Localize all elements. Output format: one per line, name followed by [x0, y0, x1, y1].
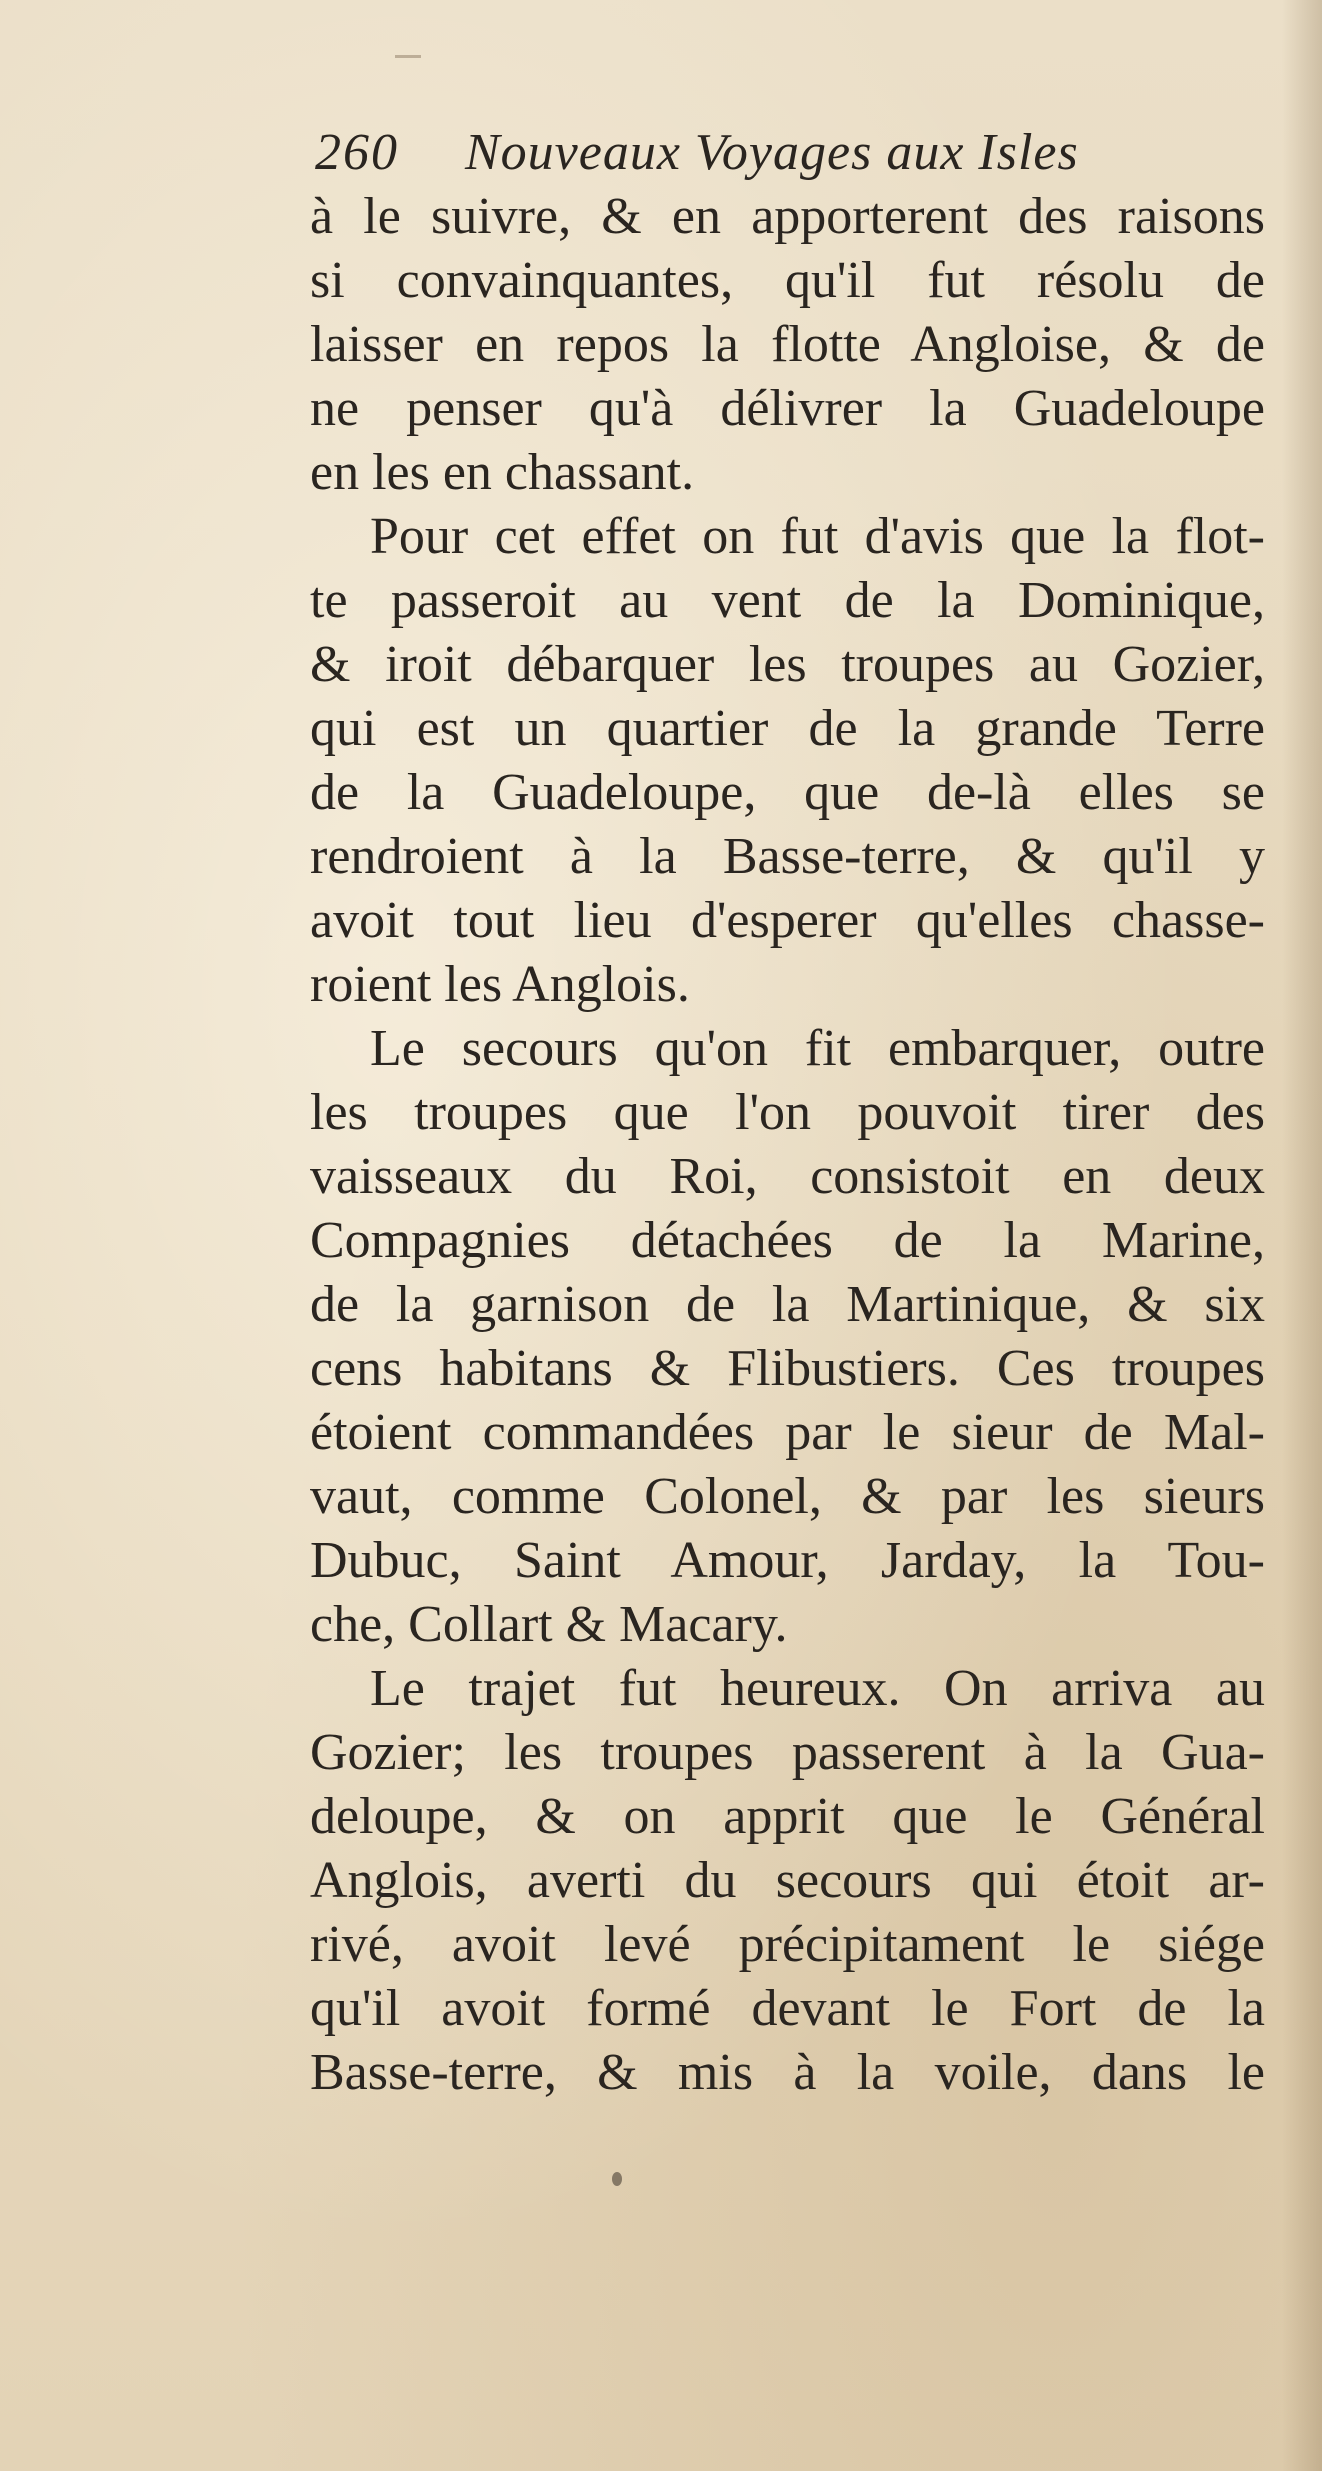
body-text [310, 185, 1265, 2105]
text-line: cens habitans & Flibustiers. Ces troupes [310, 1340, 1265, 1397]
text-line: Dubuc, Saint Amour, Jarday, la Tou- [310, 1532, 1265, 1589]
text-line: Le secours qu'on fit embarquer, outre [370, 1020, 1265, 1077]
text-line: Gozier; les troupes passerent à la Gua- [310, 1724, 1265, 1781]
page-edge-shadow [1282, 0, 1322, 2471]
text-line: si convainquantes, qu'il fut résolu de [310, 252, 1265, 309]
text-line: Basse-terre, & mis à la voile, dans le [310, 2044, 1265, 2101]
text-line: Pour cet effet on fut d'avis que la flot- [370, 508, 1265, 565]
text-line: en les en chassant. [310, 444, 695, 501]
text-line: & iroit débarquer les troupes au Gozier, [310, 636, 1265, 693]
text-line: de la Guadeloupe, que de-là elles se [310, 764, 1265, 821]
text-line: Anglois, averti du secours qui étoit ar- [310, 1852, 1265, 1909]
text-line: Compagnies détachées de la Marine, [310, 1212, 1265, 1269]
text-line: Le trajet fut heureux. On arriva au [370, 1660, 1265, 1717]
text-line: les troupes que l'on pouvoit tirer des [310, 1084, 1265, 1141]
text-line: qui est un quartier de la grande Terre [310, 700, 1265, 757]
text-line: rivé, avoit levé précipitament le siége [310, 1916, 1265, 1973]
text-line: vaisseaux du Roi, consistoit en deux [310, 1148, 1265, 1205]
ink-mark [612, 2172, 622, 2186]
text-line: à le suivre, & en apporterent des raisons [310, 188, 1265, 245]
text-line: laisser en repos la flotte Angloise, & de [310, 316, 1265, 373]
text-line: ne penser qu'à délivrer la Guadeloupe [310, 380, 1265, 437]
text-line: che, Collart & Macary. [310, 1596, 788, 1653]
running-title: Nouveaux Voyages aux Isles [465, 124, 1079, 181]
text-line: deloupe, & on apprit que le Général [310, 1788, 1265, 1845]
text-line: qu'il avoit formé devant le Fort de la [310, 1980, 1265, 2037]
running-head [315, 118, 1245, 188]
text-line: de la garnison de la Martinique, & six [310, 1276, 1265, 1333]
text-line: avoit tout lieu d'esperer qu'elles chasse- [310, 892, 1265, 949]
page-speck [395, 55, 421, 58]
page-number: 260 [315, 124, 399, 181]
text-line: étoient commandées par le sieur de Mal- [310, 1404, 1265, 1461]
text-line: rendroient à la Basse-terre, & qu'il y [310, 828, 1265, 885]
text-line: vaut, comme Colonel, & par les sieurs [310, 1468, 1265, 1525]
text-line: roient les Anglois. [310, 956, 690, 1013]
text-line: te passeroit au vent de la Dominique, [310, 572, 1265, 629]
